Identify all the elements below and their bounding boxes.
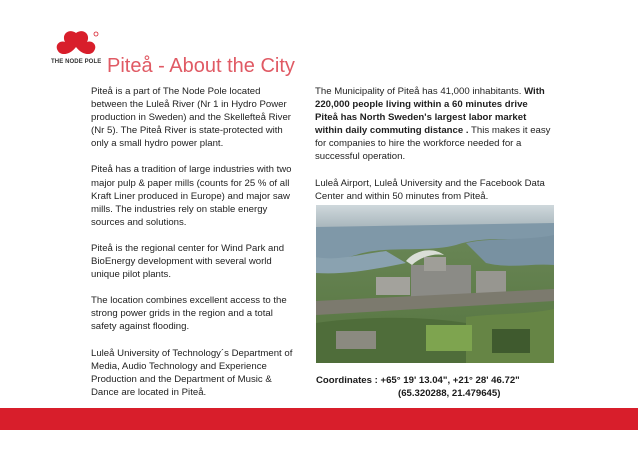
- paragraph-power-grid: The location combines excellent access to the strong power grids in the region and a total safety against flooding.: [91, 295, 287, 333]
- labor-market-text: With 220,000 people living within a 60 minutes drive Piteå has North Sweden's largest labor market within daily commuting distance .: [315, 86, 545, 137]
- population-text: The Municipality of Piteå has 41,000 inhabitants.: [315, 86, 522, 97]
- paragraph-industry: Piteå has a tradition of large industries with two major pulp & paper mills (counts for 25 % of all Kraft Liner produced in Europe) and major saw mills. The industries rely on stable energy sources and solutions.: [91, 164, 292, 228]
- right-text-column: [315, 85, 551, 213]
- coordinates: [316, 374, 556, 400]
- aerial-city-photo: [316, 205, 554, 363]
- paragraph-university: Luleå University of Technology´s Department of Media, Audio Technology and Experience Production and the Department of Music & Dance are located in Piteå.: [91, 347, 293, 398]
- paragraph-airport: Luleå Airport, Luleå University and the Facebook Data Center and within 50 minutes from Piteå.: [315, 177, 545, 202]
- coordinates-decimal: (65.320288, 21.479645): [398, 388, 501, 399]
- page-title: Piteå - About the City: [107, 55, 295, 77]
- paragraph-population: [315, 85, 551, 164]
- left-text-column: [91, 85, 296, 412]
- coordinates-dms: Coordinates : +65° 19' 13.04", +21° 28' 46.72": [316, 375, 520, 386]
- paragraph-energy: Piteå is the regional center for Wind Park and BioEnergy development with several world unique pilot plants.: [91, 242, 285, 281]
- workforce-text: This makes it easy for companies to hire the workforce needed for a successful operation.: [315, 125, 551, 163]
- paragraph-location: Piteå is a part of The Node Pole located between the Luleå River (Nr 1 in Hydro Power production in Sweden) and the Skellefteå River (Nr 5). The Piteå River is state-protected with only a small hydro power plant.: [91, 86, 291, 150]
- logo-wordmark: THE NODE POLE: [51, 59, 102, 65]
- footer-red-bar: [0, 408, 638, 430]
